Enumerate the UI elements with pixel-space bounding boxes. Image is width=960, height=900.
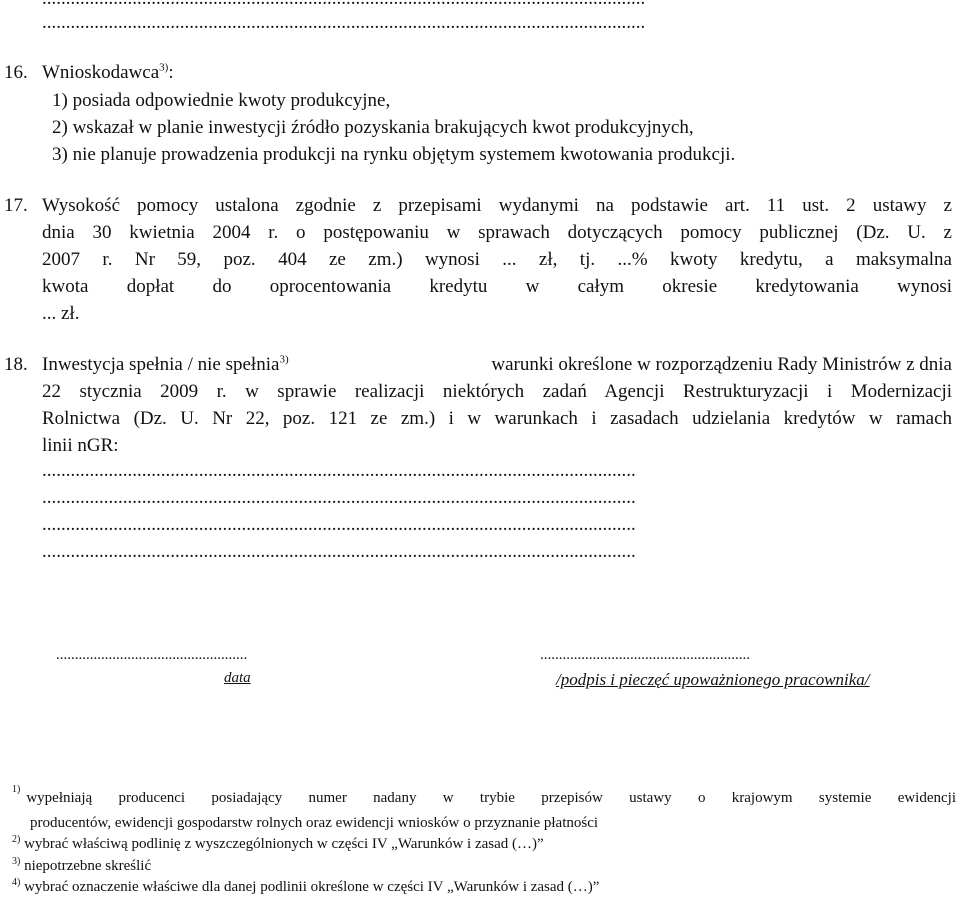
date-fill-line[interactable]: ................................................... <box>56 647 248 663</box>
footnote: $^{4)}$ wybrać oznaczenie właściwe dla danej podlinii określone w części IV „Warunków i zasad (…)” <box>12 877 600 895</box>
footnote-mark: 3) <box>12 856 21 867</box>
section-18-text: 22 stycznia 2009 r. w sprawie realizacji niektórych zadań Agencji Restrukturyzacji i Modernizacji <box>42 381 952 402</box>
fill-line[interactable]: ............................................................................................................................. <box>42 541 636 562</box>
signature-label: /podpis i pieczęć upoważnionego pracownika/ <box>556 670 870 689</box>
signature-fill-line[interactable]: ........................................................ <box>540 647 750 663</box>
footnote-mark: 1) <box>12 784 21 795</box>
section-18-number: 18. <box>4 354 28 375</box>
fill-line[interactable]: ............................................................................................................................. <box>42 460 636 481</box>
section-18-text: Inwestycja spełnia / nie spełnia$^{3)}$ warunki określone w rozporządzeniu Rady Ministrów z dnia <box>42 353 952 375</box>
section-16-title: Wnioskodawca$^{3)}$: <box>42 61 174 83</box>
footnote-ref: 3) <box>159 61 169 74</box>
footnote-mark: 4) <box>12 877 21 888</box>
footnote-ref: 3) <box>279 353 289 366</box>
list-item: 3) nie planuje prowadzenia produkcji na rynku objętym systemem kwotowania produkcji. <box>52 144 736 165</box>
fill-line[interactable]: ............................................................................................................................. <box>42 514 636 535</box>
list-item: 2) wskazał w planie inwestycji źródło pozyskania brakujących kwot produkcyjnych, <box>52 117 694 138</box>
section-18-text: linii nGR: <box>42 435 119 456</box>
section-17-text: kwota dopłat do oprocentowania kredytu w całym okresie kredytowania wynosi <box>42 276 952 297</box>
date-label: data <box>224 670 251 686</box>
section-16-number: 16. <box>4 62 28 83</box>
fill-line <box>42 0 952 10</box>
fill-line: ............................................................................................................................... <box>42 12 646 33</box>
section-18-text: Rolnictwa (Dz. U. Nr 22, poz. 121 ze zm.) i w warunkach i zasadach udzielania kredytów w ramach <box>42 408 952 429</box>
fill-line[interactable]: ............................................................................................................................. <box>42 487 636 508</box>
list-item: 1) posiada odpowiednie kwoty produkcyjne, <box>52 90 391 111</box>
section-17-text: ... zł. <box>42 303 80 324</box>
section-17-text: 2007 r. Nr 59, poz. 404 ze zm.) wynosi ... zł, tj. ...% kwoty kredytu, a maksymalna <box>42 249 952 270</box>
footnote: $^{2)}$ wybrać właściwą podlinię z wyszczególnionych w części IV „Warunków i zasad (…)” <box>12 834 544 852</box>
section-17-number: 17. <box>4 195 28 216</box>
section-17-text: Wysokość pomocy ustalona zgodnie z przepisami wydanymi na podstawie art. 11 ust. 2 ustawy z <box>42 195 952 216</box>
footnote: $^{3)}$ niepotrzebne skreślić <box>12 856 152 874</box>
footnote-continuation: producentów, ewidencji gospodarstw rolnych oraz ewidencji wniosków o przyznanie płatności <box>30 815 599 831</box>
footnote-mark: 2) <box>12 834 21 845</box>
section-17-text: dnia 30 kwietnia 2004 r. o postępowaniu w sprawach dotyczących pomocy publicznej (Dz. U. z <box>42 222 952 243</box>
footnote: 1) wypełniają producenci posiadający numer nadany w trybie przepisów ustawy o krajowym systemie ewidencji <box>12 784 956 806</box>
